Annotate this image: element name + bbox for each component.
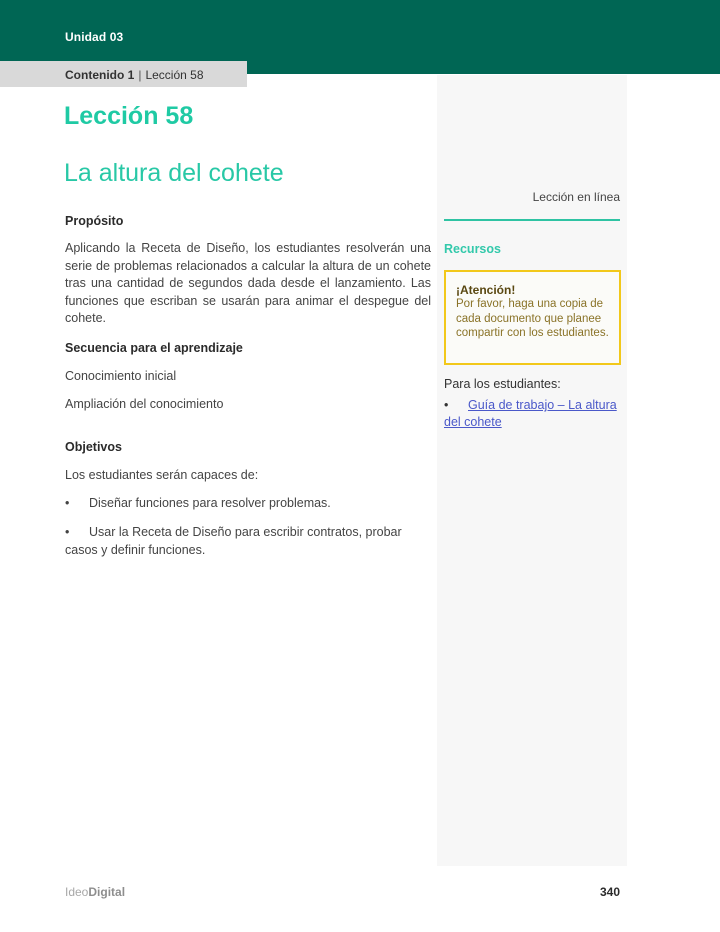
bullet-icon: • [65, 496, 70, 510]
sequence-item-initial: Conocimiento inicial [65, 369, 177, 383]
sequence-item-expansion: Ampliación del conocimiento [65, 397, 224, 411]
resource-list-item [444, 397, 620, 431]
online-lesson-label: Lección en línea [532, 190, 620, 204]
students-label: Para los estudiantes: [444, 377, 561, 391]
attention-callout [444, 270, 621, 365]
objective-text: Diseñar funciones para resolver problemas. [89, 496, 331, 510]
callout-body: Por favor, haga una copia de cada documento que planee compartir con los estudiantes. [456, 298, 609, 339]
page-number: 340 [599, 885, 620, 899]
lesson-number: Lección 58 [64, 102, 194, 130]
brand-light: Ideo [65, 885, 89, 899]
objective-item [65, 524, 431, 559]
sequence-heading: Secuencia para el aprendizaje [65, 341, 243, 355]
brand-bold: Digital [88, 885, 126, 899]
breadcrumb-separator: | [138, 68, 142, 82]
sidebar-divider [444, 219, 620, 221]
breadcrumb-lesson: Lección 58 [145, 68, 204, 82]
bullet-icon: • [444, 398, 449, 412]
objectives-heading: Objetivos [65, 440, 122, 454]
worksheet-link[interactable]: Guía de trabajo – La altura del cohete [444, 398, 617, 429]
objectives-intro: Los estudiantes serán capaces de: [65, 468, 259, 482]
lesson-title: La altura del cohete [64, 159, 284, 187]
objective-item [65, 495, 431, 513]
callout-title: ¡Atención! [456, 283, 516, 297]
unit-label: Unidad 03 [65, 30, 124, 44]
footer-brand-logo [65, 885, 125, 899]
breadcrumb [65, 68, 204, 82]
purpose-text: Aplicando la Receta de Diseño, los estudiantes resolverán una serie de problemas relacionados a calcular la altura de un cohete tras una cantidad de segundos dada desde el lanzamiento. Las funciones que escriban se usarán para animar el despegue del cohete. [65, 241, 431, 326]
bullet-icon: • [65, 525, 70, 539]
resources-heading: Recursos [444, 242, 501, 256]
breadcrumb-content: Contenido 1 [65, 68, 135, 82]
objective-text: Usar la Receta de Diseño para escribir contratos, probar casos y definir funciones. [65, 525, 402, 557]
purpose-heading: Propósito [65, 214, 124, 228]
